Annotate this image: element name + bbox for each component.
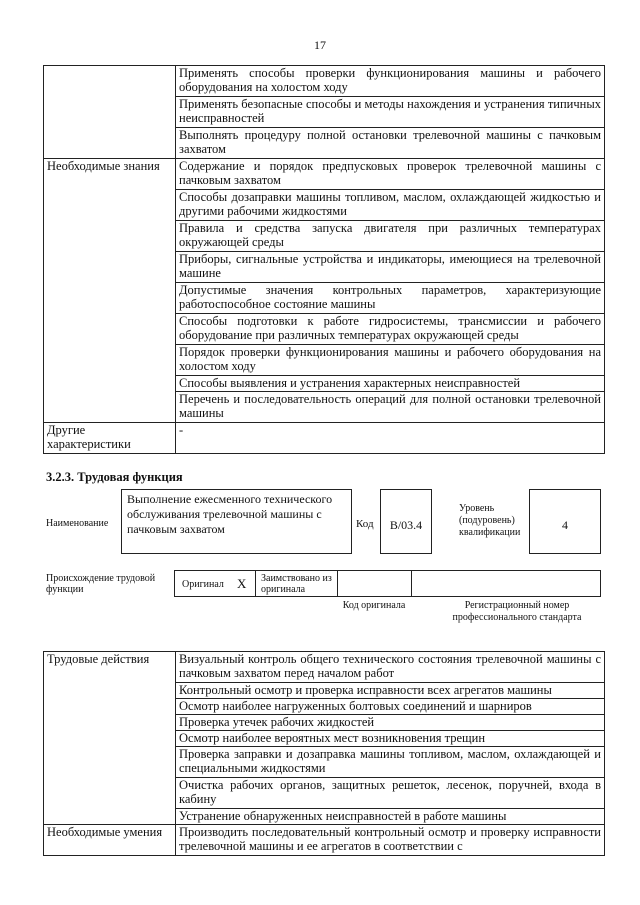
row-label-actions: Трудовые действия <box>44 652 176 825</box>
row-text: - <box>176 423 605 454</box>
original-label: Оригинал <box>182 579 224 590</box>
row-text: Способы выявления и устранения характерных неисправностей <box>176 376 605 392</box>
level-value: 4 <box>562 518 568 532</box>
row-text: Очистка рабочих органов, защитных решеток, лесенок, поручней, входа в кабину <box>176 778 605 809</box>
function-name-value: Выполнение ежесменного технического обслуживания трелевочной машины с пачковым захватом <box>127 492 333 536</box>
row-text: Осмотр наиболее нагруженных болтовых соединений и шарниров <box>176 699 605 715</box>
code-original-caption: Код оригинала <box>342 600 406 611</box>
table-row <box>44 652 605 683</box>
level-box <box>529 489 601 554</box>
row-text: Проверка утечек рабочих жидкостей <box>176 715 605 731</box>
row-text: Содержание и порядок предпусковых проверок трелевочной машины с пачковым захватом <box>176 159 605 190</box>
divider <box>337 571 338 596</box>
origin-label: Происхождение трудовой функции <box>46 573 156 595</box>
section-heading: 3.2.3. Трудовая функция <box>46 470 183 484</box>
row-text: Перечень и последовательность операций для полной остановки трелевочной машины <box>176 392 605 423</box>
function-name-box <box>121 489 352 554</box>
registration-caption: Регистрационный номер профессионального стандарта <box>452 600 582 623</box>
table-row <box>44 159 605 190</box>
table-row <box>44 423 605 454</box>
name-label: Наименование <box>46 518 109 529</box>
row-text: Допустимые значения контрольных параметров, характеризующие работоспособное состояние машины <box>176 283 605 314</box>
table-row <box>44 66 605 97</box>
row-text: Выполнять процедуру полной остановки трелевочной машины с пачковым захватом <box>176 128 605 159</box>
table-row <box>44 825 605 856</box>
borrowed-label: Заимствовано из оригинала <box>261 573 332 595</box>
divider <box>411 571 412 596</box>
row-text: Способы дозаправки машины топливом, маслом, охлаждающей жидкостью и другими рабочими жидкостями <box>176 190 605 221</box>
row-text: Осмотр наиболее вероятных мест возникновения трещин <box>176 731 605 747</box>
level-label: Уровень (подуровень) квалификации <box>459 503 521 538</box>
row-text: Применять способы проверки функционирования машины и рабочего оборудования на холостом ходу <box>176 66 605 97</box>
labor-actions-table <box>43 651 605 856</box>
divider <box>255 571 256 596</box>
origin-box <box>174 570 601 597</box>
row-text: Устранение обнаруженных неисправностей в работе машины <box>176 809 605 825</box>
row-text: Контрольный осмотр и проверка исправности всех агрегатов машины <box>176 683 605 699</box>
row-text: Применять безопасные способы и методы нахождения и устранения типичных неисправностей <box>176 97 605 128</box>
row-label-knowledge: Необходимые знания <box>44 159 176 423</box>
row-text: Проверка заправки и дозаправка машины топливом, маслом, охлаждающей и специальными жидкостями <box>176 747 605 778</box>
row-label-other: Другие характеристики <box>44 423 176 454</box>
code-box <box>380 489 432 554</box>
row-text: Визуальный контроль общего технического состояния трелевочной машины с пачковым захватом перед началом работ <box>176 652 605 683</box>
row-label-skills: Необходимые умения <box>44 825 176 856</box>
code-label: Код <box>356 518 374 530</box>
row-text: Порядок проверки функционирования машины и рабочего оборудования на холостом ходу <box>176 345 605 376</box>
code-value: B/03.4 <box>389 518 423 532</box>
row-text: Приборы, сигнальные устройства и индикаторы, имеющиеся на трелевочной машине <box>176 252 605 283</box>
row-text: Способы подготовки к работе гидросистемы, трансмиссии и рабочего оборудование при различных температурах окружающей среды <box>176 314 605 345</box>
skills-knowledge-table <box>43 65 605 454</box>
original-mark: X <box>237 576 247 591</box>
page-number: 17 <box>314 38 326 52</box>
row-text: Правила и средства запуска двигателя при различных температурах окружающей среды <box>176 221 605 252</box>
row-label <box>44 66 176 159</box>
row-text: Производить последовательный контрольный осмотр и проверку исправности трелевочной машины и ее агрегатов в соответствии с <box>176 825 605 856</box>
